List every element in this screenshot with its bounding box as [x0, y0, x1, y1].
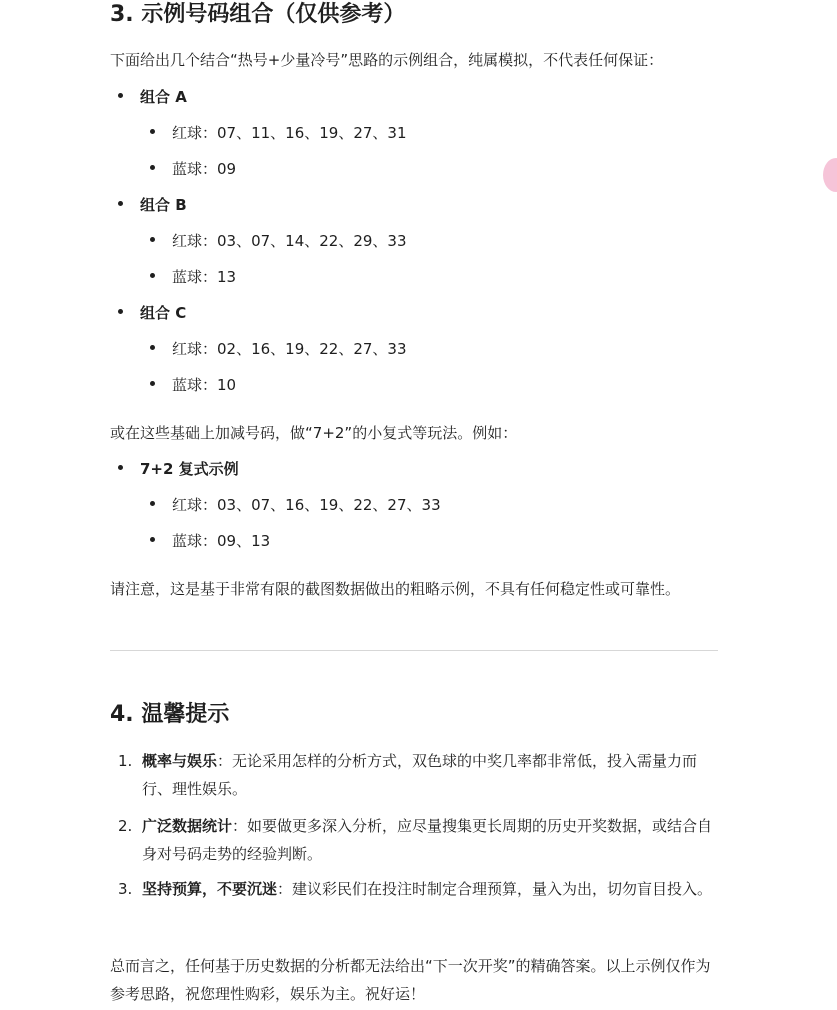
bullet-dot: [150, 165, 155, 170]
tip-number: 1.: [118, 752, 133, 770]
compound-blue-text: 蓝球：09、13: [172, 532, 271, 550]
tip-title: 坚持预算，不要沉迷: [142, 880, 278, 898]
group-b-blue: [150, 265, 236, 289]
compound-intro: 或在这些基础上加减号码，做“7+2”的小复式等玩法。例如：: [110, 424, 518, 442]
group-a-red-text: 红球：07、11、16、19、27、31: [172, 124, 407, 142]
tip-item-2: [118, 812, 718, 868]
section-3-note: 请注意，这是基于非常有限的截图数据做出的粗略示例，不具有任何稳定性或可靠性。: [110, 580, 681, 598]
group-c-blue-text: 蓝球：10: [172, 376, 237, 394]
group-c-red: [150, 337, 407, 361]
floating-assistant-button[interactable]: [823, 158, 837, 192]
group-b-blue-text: 蓝球：13: [172, 268, 237, 286]
group-a-blue: [150, 157, 236, 181]
bullet-dot: [150, 129, 155, 134]
group-a: [118, 85, 187, 109]
group-c-blue: [150, 373, 236, 397]
bullet-dot: [118, 309, 123, 314]
tip-text: ：建议彩民们在投注时制定合理预算，量入为出，切勿盲目投入。: [277, 880, 713, 898]
group-c: [118, 301, 186, 325]
section-divider: [110, 650, 718, 651]
tip-item-3: [118, 875, 718, 903]
group-a-name: 组合 A: [140, 88, 187, 106]
compound-blue: [150, 529, 270, 553]
compound-example: [118, 457, 239, 481]
tip-item-1: [118, 747, 718, 803]
group-a-blue-text: 蓝球：09: [172, 160, 237, 178]
group-a-red: [150, 121, 407, 145]
tip-title: 广泛数据统计: [142, 817, 233, 835]
tip-number: 2.: [118, 817, 133, 835]
bullet-dot: [150, 273, 155, 278]
group-c-red-text: 红球：02、16、19、22、27、33: [172, 340, 407, 358]
bullet-dot: [118, 93, 123, 98]
bullet-dot: [118, 201, 123, 206]
conclusion-paragraph: 总而言之，任何基于历史数据的分析都无法给出“下一次开奖”的精确答案。以上示例仅作为参考思路，祝您理性购彩，娱乐为主。祝好运！: [110, 957, 711, 1003]
tip-text: ：无论采用怎样的分析方式，双色球的中奖几率都非常低，投入需量力而行、理性娱乐。: [142, 752, 698, 798]
tip-text: ：如要做更多深入分析，应尽量搜集更长周期的历史开奖数据，或结合自身对号码走势的经验判断。: [142, 817, 713, 863]
compound-name: 7+2 复式示例: [140, 460, 239, 478]
bullet-dot: [118, 465, 123, 470]
bullet-dot: [150, 237, 155, 242]
tip-title: 概率与娱乐: [142, 752, 218, 770]
bullet-dot: [150, 537, 155, 542]
compound-red-text: 红球：03、07、16、19、22、27、33: [172, 496, 441, 514]
group-b: [118, 193, 187, 217]
group-b-name: 组合 B: [140, 196, 187, 214]
tip-number: 3.: [118, 880, 133, 898]
group-b-red-text: 红球：03、07、14、22、29、33: [172, 232, 407, 250]
group-c-name: 组合 C: [140, 304, 187, 322]
section-4-heading: 4. 温馨提示: [110, 702, 230, 727]
group-b-red: [150, 229, 407, 253]
compound-red: [150, 493, 441, 517]
section-3-intro: 下面给出几个结合“热号+少量冷号”思路的示例组合，纯属模拟，不代表任何保证：: [110, 51, 664, 69]
bullet-dot: [150, 381, 155, 386]
section-3-heading: 3. 示例号码组合（仅供参考）: [110, 2, 406, 27]
bullet-dot: [150, 345, 155, 350]
bullet-dot: [150, 501, 155, 506]
